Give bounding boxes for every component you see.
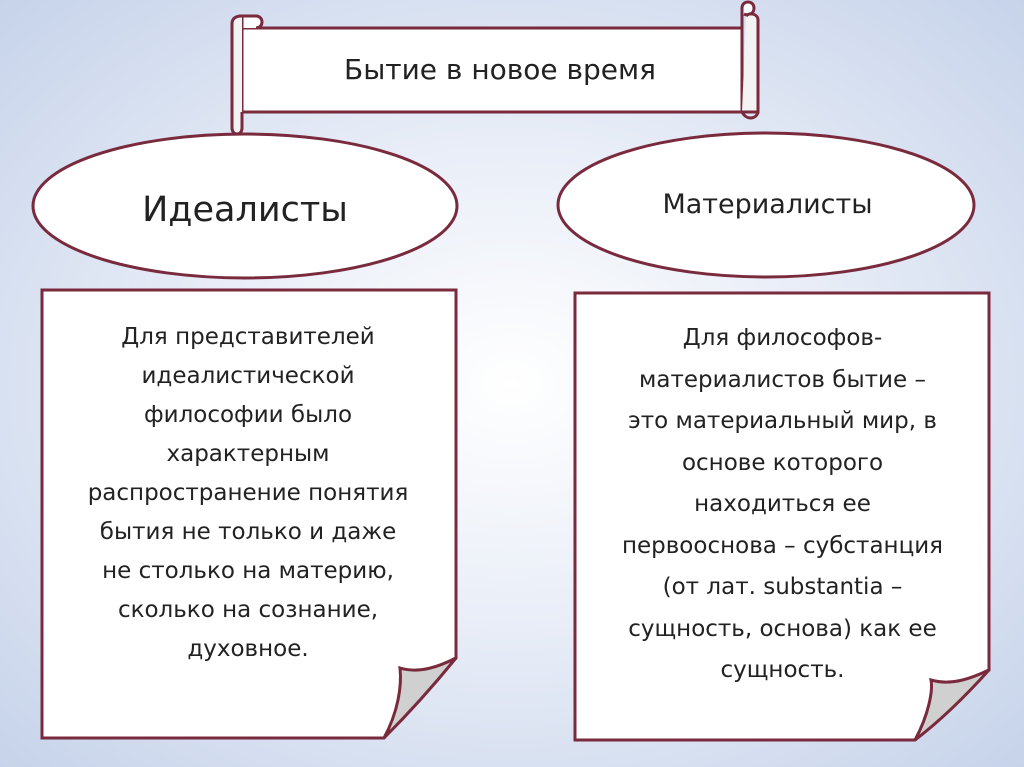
idealists-description: Для представителей идеалистической философии было характерным распространение понятия бытия не только и даже не столько на материю, сколько на сознание, духовное.: [87, 324, 409, 662]
title-label: Бытие в новое время: [343, 53, 657, 86]
idealists-heading: Идеалисты: [142, 190, 348, 230]
materialists-description: Для философов- материалистов бытие – это материальный мир, в основе которого находиться ее первооснова – субстанция (от лат. substantia – сущность, основа) как ее сущность.: [621, 325, 944, 683]
materialists-heading: Материалисты: [662, 189, 873, 220]
